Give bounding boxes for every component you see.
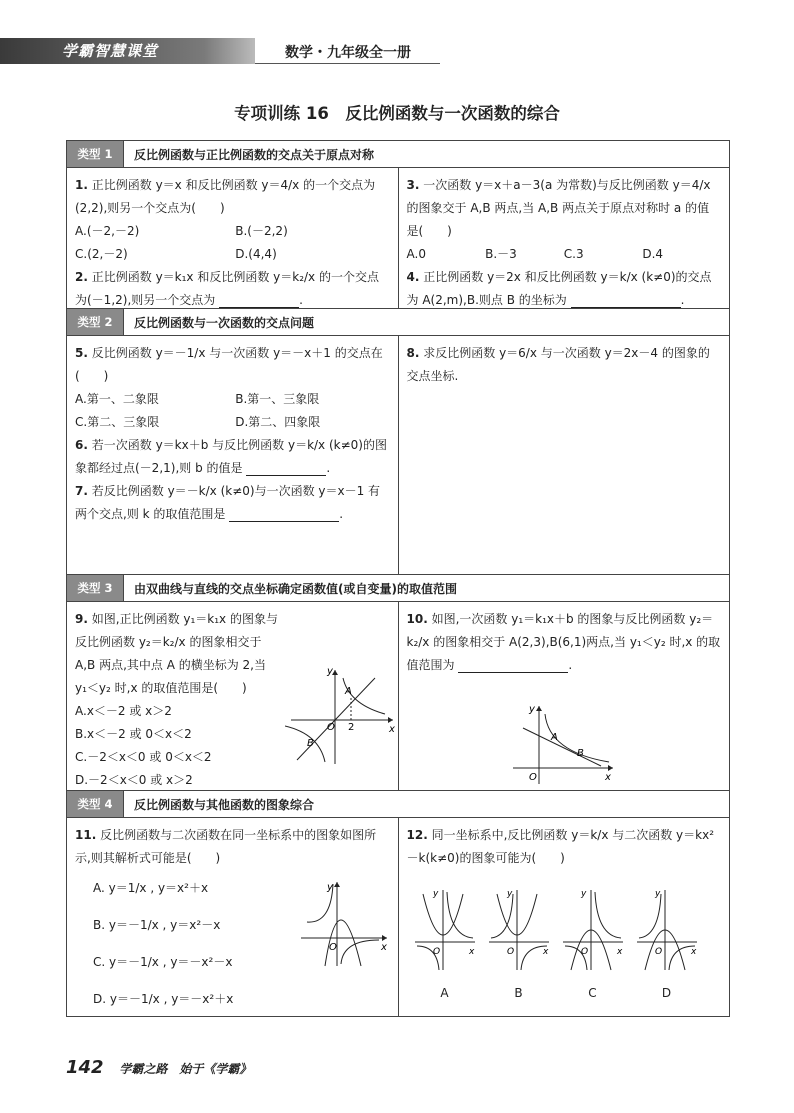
header-rule [255,63,440,64]
period: . [326,461,331,475]
question-number: 5. [75,346,88,360]
section-1-row [67,167,729,308]
question-text: 如图,正比例函数 y₁＝k₁x 的图象与反比例函数 y₂＝k₂/x 的图象相交于 A,B 两点,其中点 A 的横坐标为 2,当 y₁＜y₂ 时,x 的取值范围是( ) [75,612,278,695]
option-b: B.－3 [485,247,517,261]
point-a-label: A [345,686,352,697]
axis-x-label: x [616,947,622,957]
choice-figure-c [561,886,625,1005]
choice-label: B [514,986,523,1000]
right-column [399,336,730,574]
question-text: 正比例函数 y＝x 和反比例函数 y＝4/x 的一个交点为(2,2),则另一个交点为( ) [75,178,376,215]
option-d: D.第二、四象限 [235,415,321,429]
origin-label: O [580,947,588,957]
question-3 [407,174,722,266]
option-b: B. y＝－1/x , y＝x²－x [93,918,221,932]
question-11 [75,824,390,870]
question-text: 若反比例函数 y＝－k/x (k≠0)与一次函数 y＝x－1 有两个交点,则 k 的取值范围是 [75,484,381,521]
question-text: 正比例函数 y＝k₁x 和反比例函数 y＝k₂/x 的一个交点为(－1,2),则另一个交点为 [75,270,379,307]
option-a: A.0 [406,247,426,261]
question-number: 9. [75,612,88,626]
answer-blank[interactable] [229,507,339,522]
answer-blank[interactable] [458,658,568,673]
question-1 [75,174,390,266]
option-d: D.(4,4) [235,247,277,261]
origin-label: O [654,947,662,957]
origin-label: O [432,947,440,957]
page-footer [66,1057,251,1078]
choice-label: A [440,986,449,1000]
question-number: 2. [75,270,88,284]
question-number: 7. [75,484,88,498]
question-text: 反比例函数 y＝－1/x 与一次函数 y＝－x＋1 的交点在( ) [75,346,383,383]
question-text: 求反比例函数 y＝6/x 与一次函数 y＝2x－4 的图象的交点坐标. [406,346,710,383]
answer-blank[interactable] [219,293,299,308]
left-column [67,818,399,1016]
option-a: A.(－2,－2) [75,224,140,238]
option-a: A. y＝1/x , y＝x²＋x [93,881,209,895]
page-header [0,0,794,70]
axis-x-label: x [690,947,696,957]
option-c: C.3 [563,247,584,261]
section-badge: 类型 3 [67,575,123,601]
axis-y-label: y [528,704,535,715]
question-text: 同一坐标系中,反比例函数 y＝k/x 与二次函数 y＝kx²－k(k≠0)的图象可能为( ) [406,828,715,865]
question-4 [407,266,722,312]
left-column [67,168,399,308]
question-number: 8. [406,346,420,360]
choice-label: C [588,986,597,1000]
section-badge: 类型 4 [67,791,123,817]
section-header-1 [67,141,729,167]
origin-label: O [329,942,337,953]
origin-label: O [327,722,335,733]
period: . [339,507,344,521]
section-title: 反比例函数与其他函数的图象综合 [123,791,314,817]
question-text: 一次函数 y＝x＋a－3(a 为常数)与反比例函数 y＝4/x 的图象交于 A,B 两点,当 A,B 两点关于原点对称时 a 的值是( ) [406,178,711,238]
choice-figure-a [413,886,477,1005]
q10-figure [509,702,619,786]
section-title: 反比例函数与一次函数的交点问题 [123,309,314,335]
graph-c [561,886,625,974]
section-badge: 类型 1 [67,141,123,167]
left-column [67,602,399,790]
period: . [299,293,303,307]
option-c: C.第二、三象限 [75,415,160,429]
question-number: 1. [75,178,88,192]
axis-y-label: y [432,889,438,899]
question-8 [407,342,722,388]
axis-x-label: x [542,947,548,957]
question-text: 反比例函数与二次函数在同一坐标系中的图象如图所示,则其解析式可能是( ) [75,828,377,865]
axis-x-label: x [389,724,395,735]
question-number: 6. [75,438,88,452]
point-b-label: B [307,738,314,749]
footer-slogan: 学霸之路 始于《学霸》 [119,1062,252,1076]
option-c: C.－2＜x＜0 或 0＜x＜2 [75,750,212,764]
question-text: 正比例函数 y＝2x 和反比例函数 y＝k/x (k≠0)的交点为 A(2,m),B.则点 B 的坐标为 [406,270,712,307]
book-subtitle: 数学・九年级全一册 [285,45,411,61]
axis-y-label: y [506,889,512,899]
axis-y-label: y [654,889,660,899]
option-b: B.(－2,2) [235,224,288,238]
choice-figure-d [635,886,699,1005]
question-7 [75,480,390,526]
option-c: C.(2,－2) [75,247,128,261]
option-a: A.x＜－2 或 x＞2 [75,704,172,718]
axis-y-label: y [580,889,586,899]
page-title: 专项训练 16 反比例函数与一次函数的综合 [234,104,560,123]
right-column [399,602,730,790]
point-a-label: A [550,732,558,743]
graph-b [487,886,551,974]
question-text: 如图,一次函数 y₁＝k₁x＋b 的图象与反比例函数 y₂＝k₂/x 的图象相交于 A(2,3),B(6,1)两点,当 y₁＜y₂ 时,x 的取值范围为 [406,612,721,672]
section-title: 由双曲线与直线的交点坐标确定函数值(或自变量)的取值范围 [123,575,457,601]
section-4-row [67,817,729,1016]
choice-label: D [661,986,672,1000]
axis-x-label: x [468,947,474,957]
section-2-row [67,335,729,574]
axis-x-label: x [381,942,387,953]
question-number: 3. [406,178,420,192]
graph-a [413,886,477,974]
answer-blank[interactable] [571,293,681,308]
question-2 [75,266,390,312]
question-10 [407,608,722,677]
period: . [680,293,685,307]
answer-blank[interactable] [246,461,326,476]
option-c: C. y＝－1/x , y＝－x²－x [93,955,233,969]
question-number: 4. [406,270,420,284]
tick-2-label: 2 [348,722,355,733]
question-number: 10. [406,612,428,626]
brand-logo: 学霸智慧课堂 [62,42,159,60]
options [407,243,722,266]
axis-y-label: y [327,666,333,677]
section-header-2 [67,308,729,335]
question-number: 12. [406,828,428,842]
right-column [399,818,730,1016]
options [75,388,390,434]
question-5 [75,342,390,434]
question-12 [407,824,722,870]
period: . [568,658,573,672]
left-column [67,336,399,574]
option-d: D.－2＜x＜0 或 x＞2 [75,773,193,787]
q12-figures [413,886,699,1005]
question-9 [75,608,280,700]
option-b: B.第一、三象限 [235,392,320,406]
right-column [399,168,730,308]
question-text: 若一次函数 y＝kx＋b 与反比例函数 y＝k/x (k≠0)的图象都经过点(－2,1),则 b 的值是 [75,438,387,475]
section-title: 反比例函数与正比例函数的交点关于原点对称 [123,141,374,167]
q9-figure [285,664,397,768]
section-3-row [67,601,729,790]
option-a: A.第一、二象限 [75,392,159,406]
options [75,220,390,266]
origin-label: O [528,772,537,783]
point-b-label: B [576,748,584,759]
option-d: D.4 [642,247,664,261]
exercise-table [66,140,730,1017]
option-b: B.x＜－2 或 0＜x＜2 [75,727,192,741]
section-header-3 [67,574,729,601]
question-number: 11. [75,828,97,842]
question-6 [75,434,390,480]
page-number: 142 [66,1057,104,1078]
option-d: D. y＝－1/x , y＝－x²＋x [93,992,234,1006]
section-badge: 类型 2 [67,309,123,335]
q11-figure [299,878,391,968]
graph-d [635,886,699,974]
axis-y-label: y [327,882,333,893]
choice-figure-b [487,886,551,1005]
section-header-4 [67,790,729,817]
origin-label: O [506,947,514,957]
axis-x-label: x [604,772,611,783]
